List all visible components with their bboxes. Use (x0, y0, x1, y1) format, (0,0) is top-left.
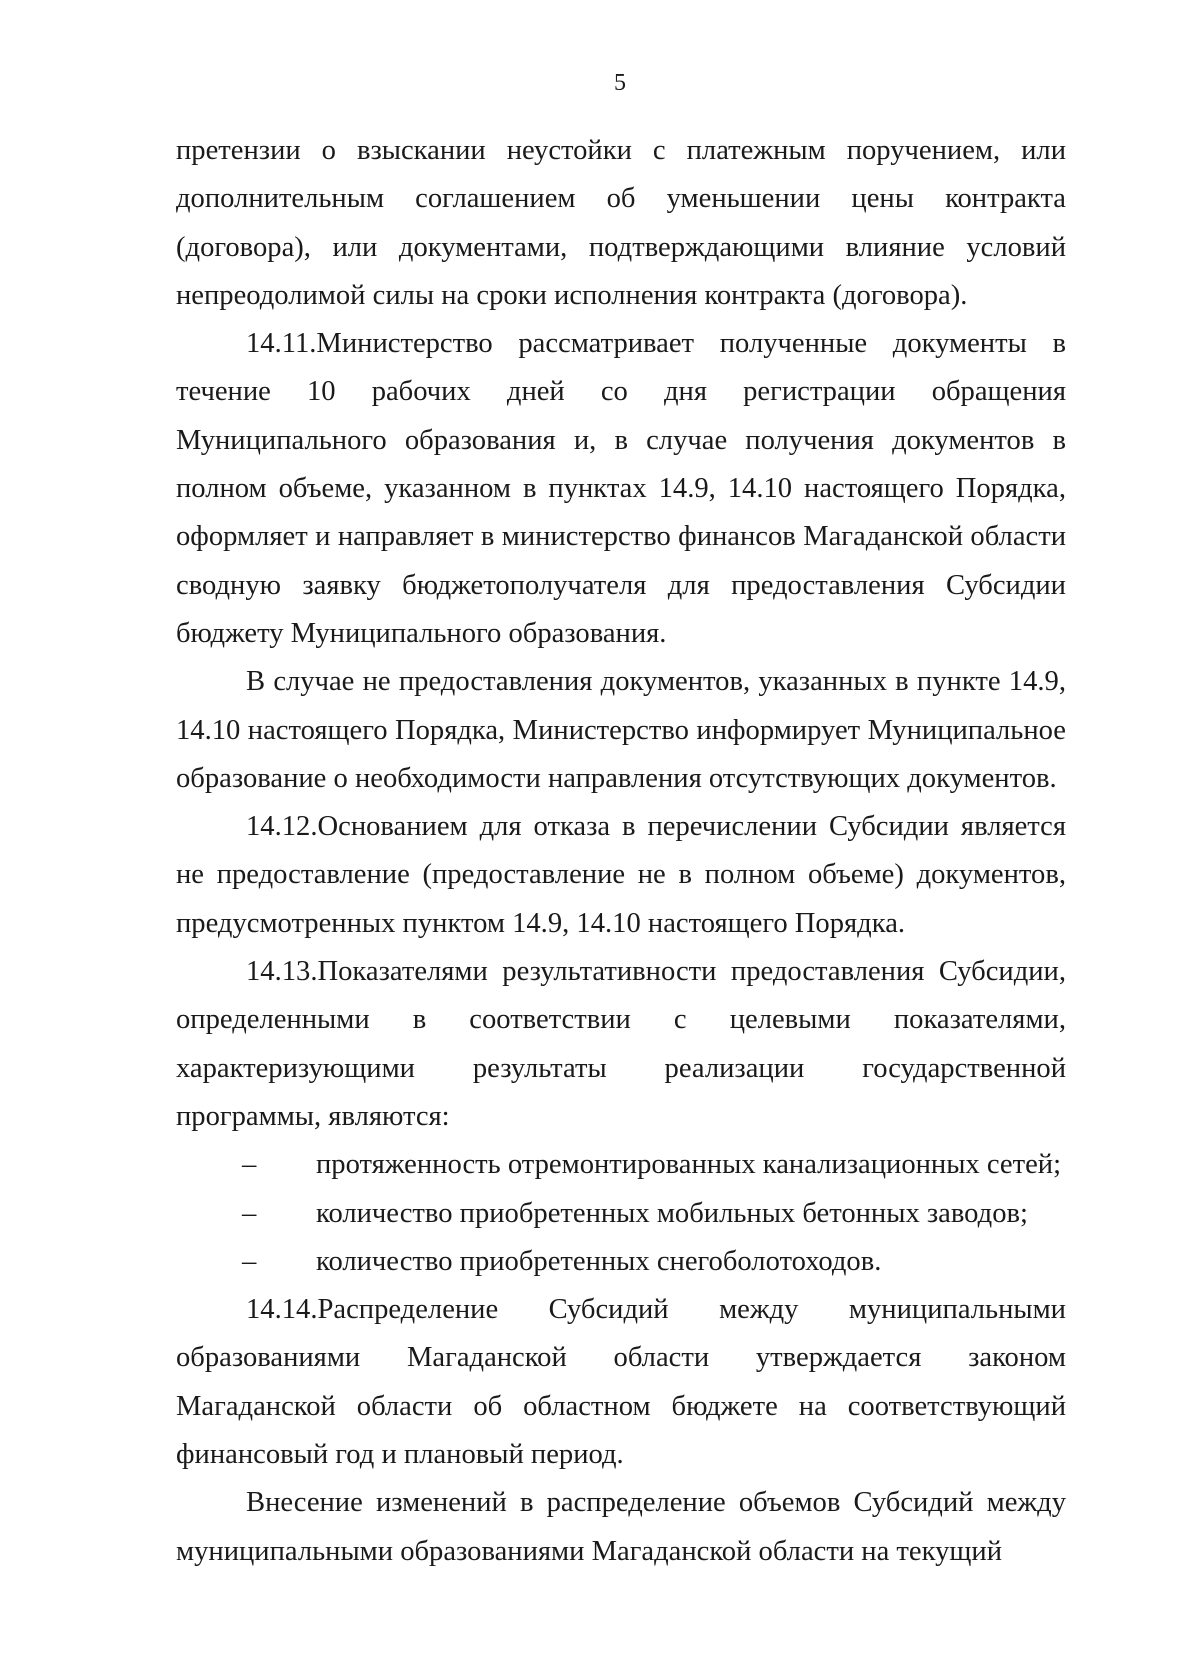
page-number: 5 (614, 70, 626, 96)
list-item (176, 1238, 1066, 1286)
paragraph-14-12: 14.12.Основанием для отказа в перечислении Субсидии является не предоставление (предоставление не в полном объеме) документов, предусмотренных пунктом 14.9, 14.10 настоящего Порядка. (176, 811, 1066, 939)
list-item (176, 1190, 1066, 1238)
list-item-text: протяженность отремонтированных канализационных сетей; (316, 1149, 1062, 1181)
list-item-text: количество приобретенных мобильных бетонных заводов; (316, 1197, 1028, 1229)
paragraph-14-11: 14.11.Министерство рассматривает полученные документы в течение 10 рабочих дней со дня регистрации обращения Муниципального образования и, в случае получения документов в полном объеме, указанном в пунктах 14.9, 14.10 настоящего Порядка, оформляет и направляет в министерство финансов Магаданской области сводную заявку бюджетополучателя для предоставления Субсидии бюджету Муниципального образования. (176, 328, 1066, 649)
dash-marker: – (242, 1149, 257, 1181)
paragraph-14-11-note: В случае не предоставления документов, указанных в пункте 14.9, 14.10 настоящего Порядка, Министерство информирует Муниципальное образование о необходимости направления отсутствующих документов. (176, 666, 1066, 794)
list-item-text: количество приобретенных снегоболотоходов. (316, 1245, 882, 1277)
list-item (176, 1141, 1066, 1189)
paragraph-amendments: Внесение изменений в распределение объемов Субсидий между муниципальными образованиями Магаданской области на текущий (176, 1487, 1066, 1567)
paragraph-14-13: 14.13.Показателями результативности предоставления Субсидии, определенными в соответствии с целевыми показателями, характеризующими результаты реализации государственной программы, являются: (176, 956, 1066, 1132)
dash-marker: – (242, 1245, 257, 1277)
document-body (176, 127, 1066, 1576)
dash-marker: – (242, 1197, 257, 1229)
paragraph-continuation: претензии о взыскании неустойки с платежным поручением, или дополнительным соглашением об уменьшении цены контракта (договора), или документами, подтверждающими влияние условий непреодолимой силы на сроки исполнения контракта (договора). (176, 135, 1066, 311)
paragraph-14-14: 14.14.Распределение Субсидий между муниципальными образованиями Магаданской области утверждается законом Магаданской области об областном бюджете на соответствующий финансовый год и плановый период. (176, 1294, 1066, 1471)
